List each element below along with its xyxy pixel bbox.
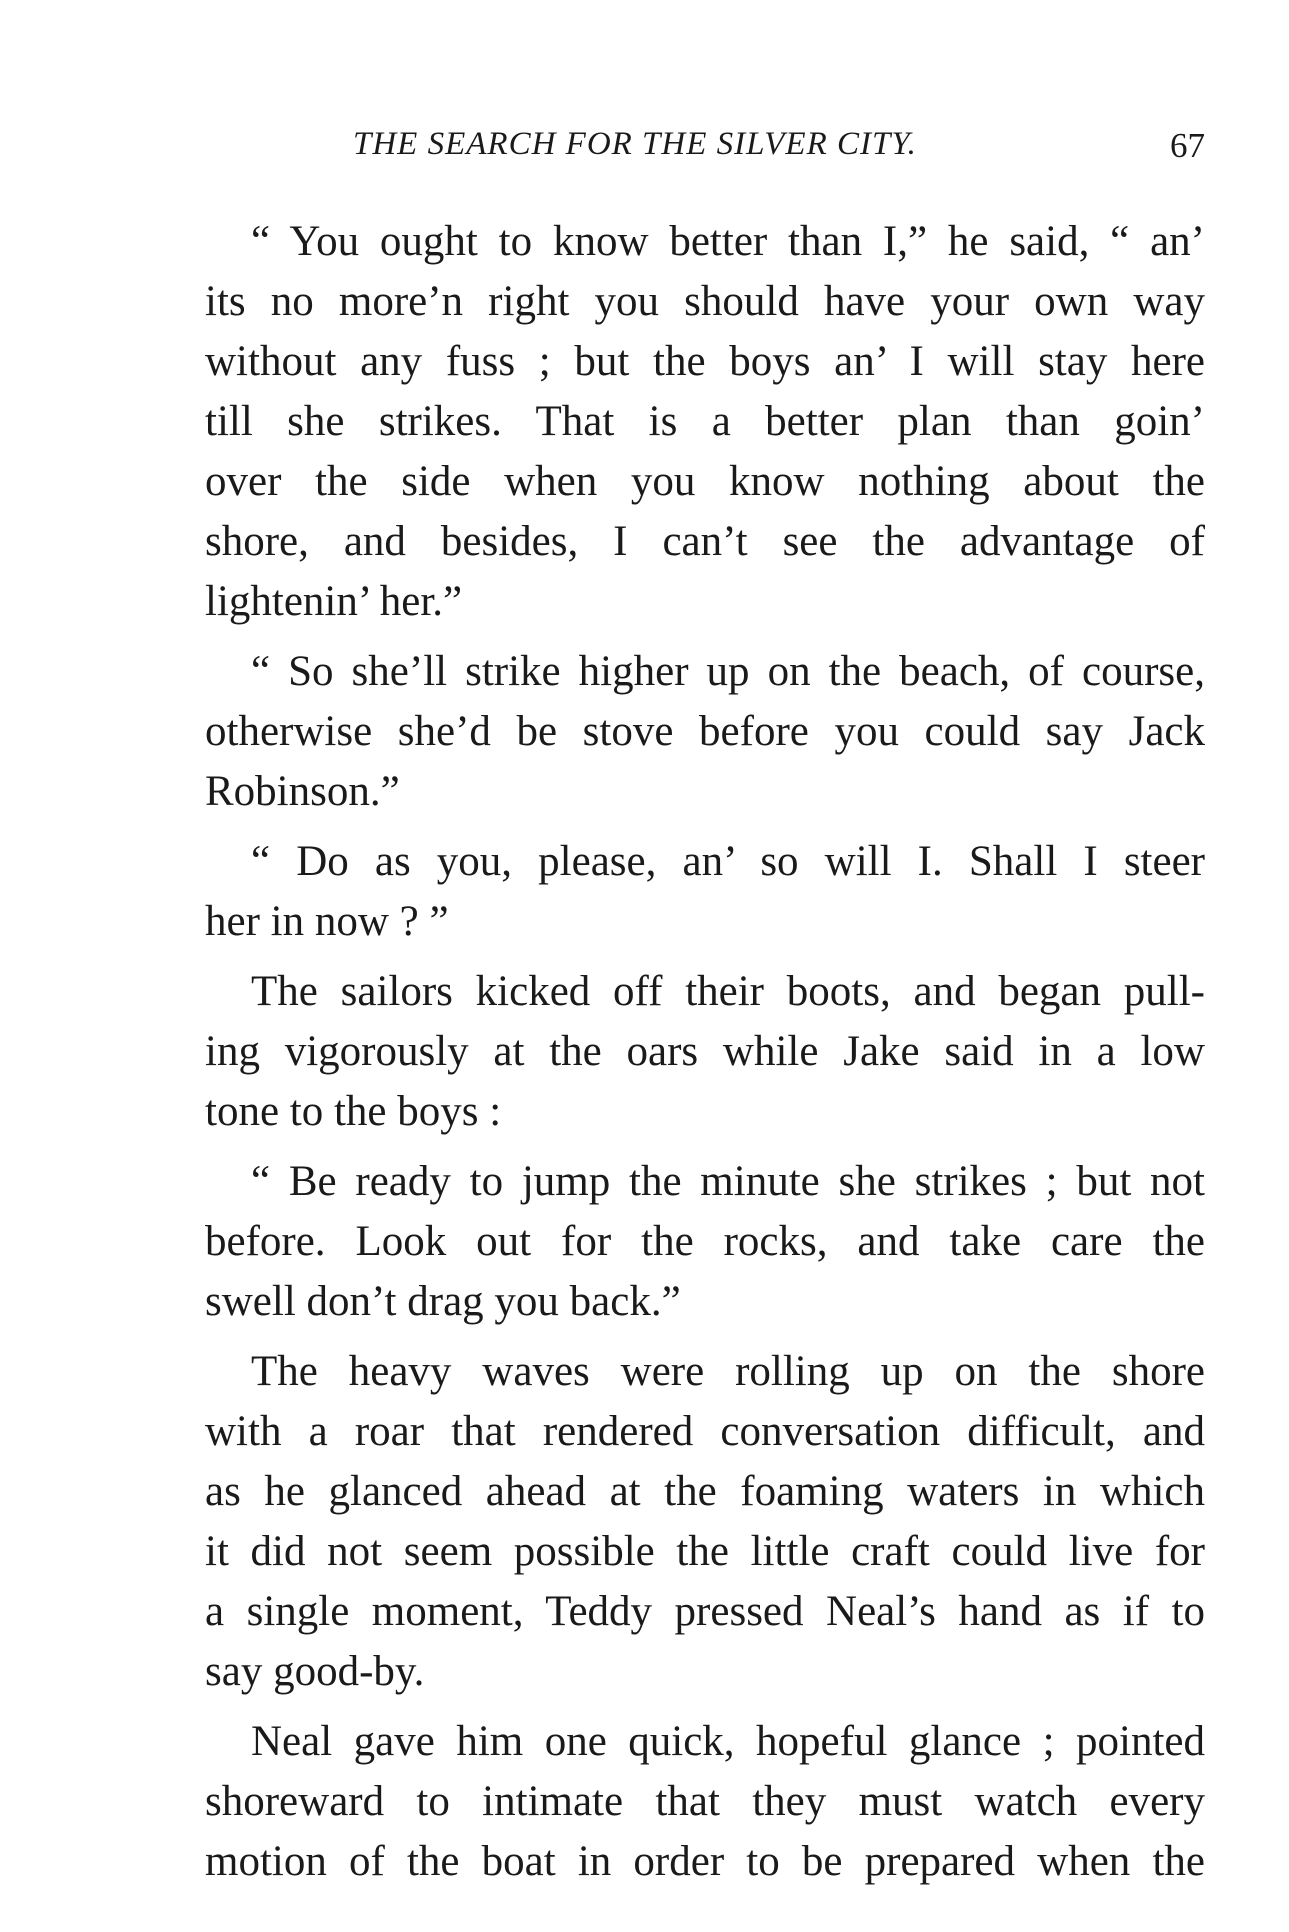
paragraph-gap [205, 632, 1205, 642]
text-line: tone to the boys : [205, 1088, 502, 1135]
text-line: “ You ought to know better than I,” he said, “ an’ [251, 218, 1205, 265]
text-line: without any fuss ; but the boys an’ I will stay here [205, 338, 1205, 385]
text-line: its no more’n right you should have your own way [205, 278, 1205, 325]
text-line: say good-by. [205, 1648, 425, 1695]
text-line: Neal gave him one quick, hopeful glance ; pointed [251, 1718, 1205, 1765]
text-line: Robinson.” [205, 768, 400, 815]
paragraph-gap [205, 952, 1205, 962]
text-line: lightenin’ her.” [205, 578, 463, 625]
text-line: “ So she’ll strike higher up on the beach, of course, [251, 648, 1205, 695]
text-line: a single moment, Teddy pressed Neal’s hand as if to [205, 1588, 1205, 1635]
text-line: The sailors kicked off their boots, and began pull- [251, 968, 1205, 1015]
paragraph [205, 642, 1205, 822]
running-head [205, 126, 1205, 170]
text-line: it did not seem possible the little craft could live for [205, 1528, 1205, 1575]
text-line: The heavy waves were rolling up on the shore [251, 1348, 1205, 1395]
paragraph-gap [205, 1142, 1205, 1152]
text-line: “ Be ready to jump the minute she strikes ; but not [251, 1158, 1205, 1205]
text-line: with a roar that rendered conversation difficult, and [205, 1408, 1205, 1455]
paragraph-gap [205, 822, 1205, 832]
paragraph [205, 832, 1205, 952]
text-line: before. Look out for the rocks, and take care the [205, 1218, 1205, 1265]
text-line: “ Do as you, please, an’ so will I. Shall I steer [251, 838, 1205, 885]
text-line: till she strikes. That is a better plan than goin’ [205, 398, 1205, 445]
text-line: swell don’t drag you back.” [205, 1278, 681, 1325]
text-line: over the side when you know nothing about the [205, 458, 1205, 505]
paragraph [205, 962, 1205, 1142]
paragraph [205, 1712, 1205, 1892]
text-line: otherwise she’d be stove before you could say Jack [205, 708, 1205, 755]
paragraph [205, 1342, 1205, 1702]
paragraph-gap [205, 1332, 1205, 1342]
body-text [205, 212, 1205, 1892]
text-line: shoreward to intimate that they must watch every [205, 1778, 1205, 1825]
paragraph [205, 212, 1205, 632]
page-number: 67 [1170, 126, 1205, 165]
paragraph [205, 1152, 1205, 1332]
running-title: THE SEARCH FOR THE SILVER CITY. [353, 126, 917, 162]
text-line: ing vigorously at the oars while Jake said in a low [205, 1028, 1205, 1075]
paragraph-gap [205, 1702, 1205, 1712]
text-line: shore, and besides, I can’t see the advantage of [205, 518, 1205, 565]
text-line: as he glanced ahead at the foaming waters in which [205, 1468, 1205, 1515]
text-line: her in now ? ” [205, 898, 449, 945]
text-line: motion of the boat in order to be prepared when the [205, 1838, 1205, 1885]
